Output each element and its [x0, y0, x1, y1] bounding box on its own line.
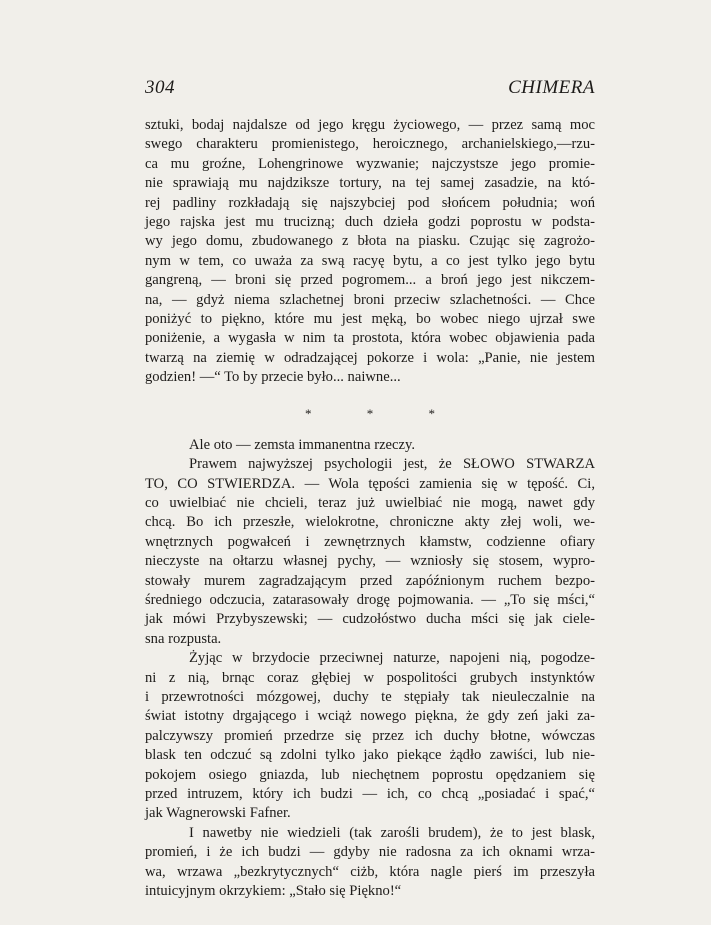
- text-line: twarzą na ziemię w odradzającej pokorze i wola: „Panie, nie jestem: [145, 349, 595, 366]
- text-line: Żyjąc w brzydocie przeciwnej naturze, napojeni nią, pogodze-: [189, 650, 595, 667]
- text-line: jego rajska jest mu trucizną; duch dzieła godzi poprostu w podsta-: [145, 214, 595, 231]
- paragraph-1: [145, 116, 595, 388]
- text-line: sztuki, bodaj najdalsze od jego kręgu życiowego, — przez samą moc: [145, 117, 595, 133]
- text-line: ca mu groźne, Lohengrinowe wyzwanie; najczystsze jego promie-: [145, 155, 595, 172]
- text-line: gangreną, — broni się przed pogromem... a broń jego jest nikczem-: [145, 272, 595, 289]
- text-line: TO, CO STWIERDZA. — Wola tępości zamienia się w tępość. Ci,: [145, 475, 595, 492]
- text-line: intuicyjnym okrzykiem: „Stało się Piękno!“: [145, 883, 402, 900]
- text-line: nym w tem, co uważa za swą racyę bytu, a co jest tylko jego bytu: [145, 252, 595, 269]
- paragraph-5: [145, 824, 595, 902]
- text-line: wy jego domu, zbudowanego z błota na piasku. Czując się zagrożo-: [145, 233, 595, 250]
- text-line: rej padliny rozkładają się najszybciej pod słońcem południa; woń: [145, 194, 595, 211]
- text-line: godzien! —“ To by przecie było... naiwne...: [145, 369, 401, 386]
- text-line: i przewrotności mózgowej, duchy te stępiały tak nieuleczalnie na: [145, 688, 595, 705]
- text-line: jak Wagnerowski Fafner.: [145, 805, 291, 822]
- text-line: chcą. Bo ich przeszłe, wielokrotne, chroniczne akty złej woli, we-: [145, 514, 595, 531]
- text-line: stowały murem zagradzającym przed zapóźnionym ruchem bezpo-: [145, 572, 595, 589]
- text-line: Prawem najwyższej psychologii jest, że SŁOWO STWARZA: [189, 456, 595, 473]
- page-number: 304: [145, 77, 175, 98]
- page-header: [145, 77, 595, 99]
- separator-asterisk: *: [366, 405, 374, 421]
- text-line: na, — gdyż niema szlachetnej broni przeciw szlachetności. — Chce: [145, 291, 595, 308]
- text-line: jak mówi Przybyszewski; — cudzołóstwo ducha mści się jak ciele-: [145, 611, 595, 628]
- page-body: [145, 116, 595, 901]
- section-separator: [305, 406, 435, 422]
- text-line: poniżyć to piękno, które mu jest męką, bo wobec niego ujrzał swe: [145, 311, 595, 328]
- text-line: blask ten odczuć są zdolni tylko jako piekące żądło zawiści, lub nie-: [145, 747, 595, 764]
- text-line: palczywszy promień przedrze się przez ich duchy błotne, wówczas: [145, 727, 595, 744]
- text-line: nieczyste na ołtarzu własnej pychy, — wzniosły się stosem, wypro-: [145, 553, 595, 570]
- text-line: średniego odczucia, zatarasowały drogę pojmowania. — „To się mści,“: [145, 591, 595, 608]
- text-line: przed intruzem, który ich budzi — ich, co chcą „posiadać i spać,“: [145, 786, 595, 802]
- text-line: pokojem osiego gniazda, lub niechętnem poprostu opędzaniem się: [145, 766, 595, 783]
- text-line: I nawetby nie wiedzieli (tak zarośli brudem), że to jest blask,: [189, 824, 595, 841]
- text-line: sna rozpusta.: [145, 630, 222, 647]
- paragraph-3: [145, 455, 595, 649]
- text-line: nie sprawiają mu najdziksze tortury, na tej samej zasadzie, na któ-: [145, 175, 595, 192]
- running-title: CHIMERA: [508, 77, 595, 98]
- text-line: co uwielbiać nie chcieli, teraz już uwielbiać nie mogą, nawet gdy: [145, 494, 595, 511]
- text-line: wnętrznych pogwałceń i zewnętrznych kłamstw, codzienne ofiary: [145, 533, 595, 550]
- paragraph-4: [145, 649, 595, 824]
- text-line: poniżenie, a wygasła w nim ta prostota, która wobec objawienia pada: [145, 330, 595, 347]
- text-line: wa, wrzawa „bezkrytycznych“ ciżb, która nagle pierś im przeszyła: [145, 863, 595, 880]
- text-line: świat istotny drgającego i wciąż nowego piękna, że gdy zeń jaki za-: [145, 708, 595, 725]
- text-line: swego charakteru promienistego, heroicznego, archanielskiego,—rzu-: [145, 136, 595, 153]
- separator-asterisk: *: [428, 405, 435, 421]
- text-line: Ale oto — zemsta immanentna rzeczy.: [189, 436, 415, 453]
- text-line: ni z nią, brnąc coraz głębiej w pospolitości grubych instynktów: [145, 669, 595, 686]
- separator-asterisk: *: [305, 405, 312, 421]
- paragraph-2: [145, 436, 595, 455]
- text-line: promień, i że ich budzi — gdyby nie radosna za ich oknami wrza-: [145, 844, 595, 861]
